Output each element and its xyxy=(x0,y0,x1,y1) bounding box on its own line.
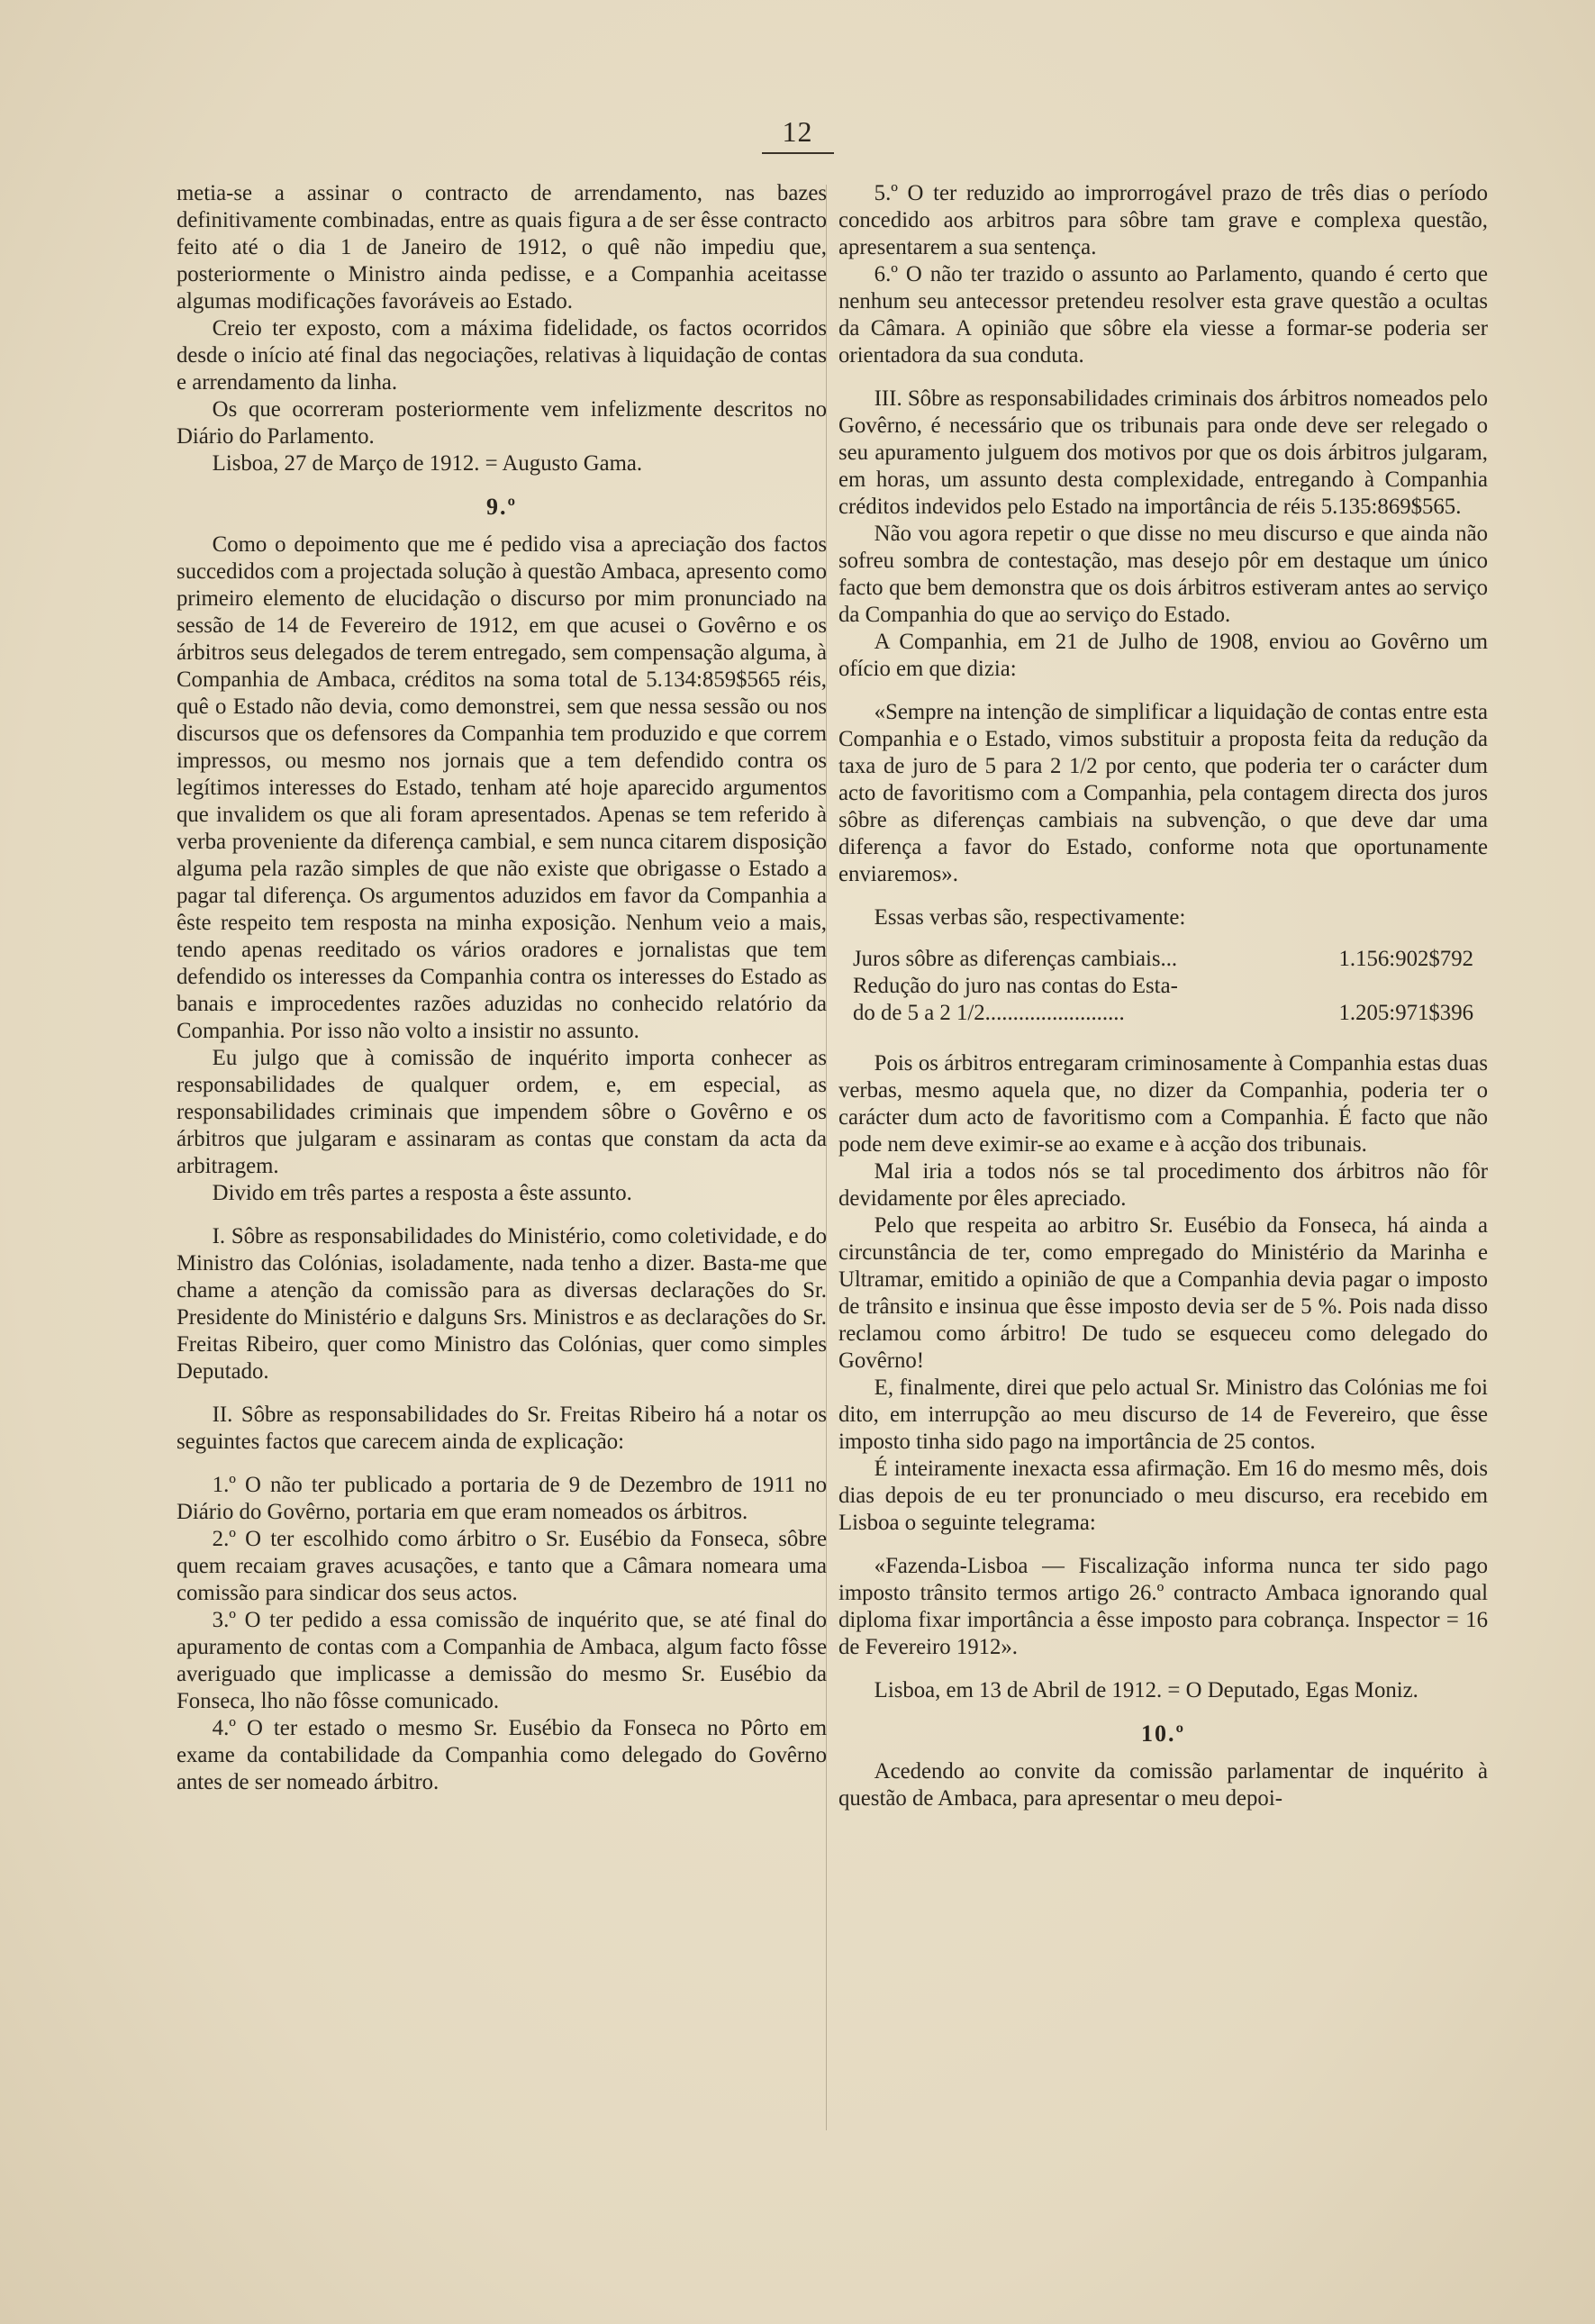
paragraph: metia-se a assinar o contracto de arrendamento, nas bazes definitivamente combinadas, entre as quais figura a de ser êsse contracto feito até o dia 1 de Janeiro de 1912, o quê não impediu que, posteriormente o Ministro ainda pedisse, e a Companhia aceitasse algumas modificações favoráveis ao Estado. xyxy=(177,181,827,313)
paragraph: II. Sôbre as responsabilidades do Sr. Freitas Ribeiro há a notar os seguintes factos que carecem ainda de explicação: xyxy=(177,1403,827,1454)
list-item: 2.º O ter escolhido como árbitro o Sr. Eusébio da Fonseca, sôbre quem recaiam graves acusações, e tanto que a Câmara nomeara uma comissão para sindicar dos seus actos. xyxy=(177,1527,827,1605)
list-item: 3.º O ter pedido a essa comissão de inquérito que, se até final do apuramento de contas com a Companhia de Ambaca, algum facto fôsse averiguado que implicasse a demissão do mesmo Sr. Eusébio da Fonseca, lho não fôsse comunicado. xyxy=(177,1608,827,1713)
ledger-row xyxy=(838,946,1488,973)
paragraph: Eu julgo que à comissão de inquérito importa conhecer as responsabilidades de qualquer ordem, e, em especial, as responsabilidades criminais que impendem sôbre o Govêrno e os árbitros que julgaram e assinaram as contas que constam da acta da arbitragem. xyxy=(177,1046,827,1178)
paragraph: Acedendo ao convite da comissão parlamentar de inquérito à questão de Ambaca, para apresentar o meu depoi- xyxy=(838,1759,1488,1811)
page-number: 12 xyxy=(0,115,1595,154)
paragraph: E, finalmente, direi que pelo actual Sr. Ministro das Colónias me foi dito, em interrupção ao meu discurso de 14 de Fevereiro, que êsse imposto tinha sido pago na importância de 25 contos. xyxy=(838,1375,1488,1454)
paragraph: Essas verbas são, respectivamente: xyxy=(874,905,1186,930)
paragraph: É inteiramente inexacta essa afirmação. Em 16 do mesmo mês, dois dias depois de eu ter pronunciado o meu discurso, era recebido em Lisboa o seguinte telegrama: xyxy=(838,1457,1488,1535)
ledger-label: Juros sôbre as diferenças cambiais... xyxy=(853,947,1178,971)
signature-line: Lisboa, em 13 de Abril de 1912. = O Deputado, Egas Moniz. xyxy=(874,1678,1418,1702)
telegram-quotation: «Fazenda-Lisboa — Fiscalização informa nunca ter sido pago imposto trânsito termos artigo 26.º contracto Ambaca ignorando qual diploma fixar importância a êsse imposto para cobrança. Inspector = 16 de Fevereiro 1912». xyxy=(838,1554,1488,1659)
paragraph: Mal iria a todos nós se tal procedimento dos árbitros não fôr devidamente por êles apreciado. xyxy=(838,1159,1488,1211)
paragraph: Divido em três partes a resposta a êste assunto. xyxy=(212,1181,632,1205)
list-item: 4.º O ter estado o mesmo Sr. Eusébio da Fonseca no Pôrto em exame da contabilidade da Companhia como delegado do Govêrno antes de ser nomeado árbitro. xyxy=(177,1716,827,1794)
ledger-value: 1.205:971$396 xyxy=(1338,1001,1473,1025)
paragraph: A Companhia, em 21 de Julho de 1908, enviou ao Govêrno um ofício em que dizia: xyxy=(838,630,1488,681)
ledger-label: Redução do juro nas contas do Esta- xyxy=(853,974,1178,998)
paragraph: Pois os árbitros entregaram criminosamente à Companhia estas duas verbas, mesmo aquela que, no dizer da Companhia, poderia ter o carácter dum acto de favoritismo com a Companhia. É facto que não pode nem deve eximir-se ao exame e à acção dos tribunais. xyxy=(838,1051,1488,1157)
ledger-label: do de 5 a 2 1/2......................... xyxy=(853,1001,1125,1025)
right-column xyxy=(838,180,1488,1812)
paragraph: Como o depoimento que me é pedido visa a apreciação dos factos succedidos com a projectada solução à questão Ambaca, apresento como primeiro elemento de elucidação o discurso por mim pronunciado na sessão de 14 de Fevereiro de 1912, em que acusei o Govêrno e os árbitros seus delegados de terem entregado, sem compensação alguma, à Companhia de Ambaca, créditos na soma total de 5.134:859$565 réis, quê o Estado não devia, como demonstrei, sem que nessa sessão ou nos discursos que os defensores da Companhia tem produzido e que correm impressos, ou mesmo nos jornais que a tem defendido contra os legítimos interesses do Estado, tenham até hoje aparecido argumentos que invalidem os que ali foram apresentados. Apenas se tem referido à verba proveniente da diferença cambial, e sem nunca citarem disposição alguma pela razão simples de que não existe que obrigasse o Estado a pagar tal diferença. Os argumentos aduzidos em favor da Companhia a êste respeito tem resposta na minha exposição. Nenhum veio a mais, tendo apenas reeditado os vários oradores e jornalistas que tem defendido os interesses da Companhia contra os interesses do Estado as banais e improcedentes razões aduzidas no conhecido relatório da Companhia. Por isso não volto a insistir no assunto. xyxy=(177,532,827,1043)
left-column xyxy=(177,180,827,1796)
signature-line: Lisboa, 27 de Março de 1912. = Augusto Gama. xyxy=(212,451,643,476)
paragraph: Pelo que respeita ao arbitro Sr. Eusébio da Fonseca, há ainda a circunstância de ter, como empregado do Ministério da Marinha e Ultramar, emitido a opinião de que a Companhia devia pagar o imposto de trânsito e insinua que êsse imposto devia ser de 5 %. Pois nada disso reclamou como árbitro! De tudo se esqueceu como delegado do Govêrno! xyxy=(838,1213,1488,1373)
ledger-table xyxy=(838,946,1488,1027)
paragraph: Os que ocorreram posteriormente vem infelizmente descritos no Diário do Parlamento. xyxy=(177,397,827,449)
paragraph: Creio ter exposto, com a máxima fidelidade, os factos ocorridos desde o início até final das negociações, relativas à liquidação de contas e arrendamento da linha. xyxy=(177,316,827,395)
quotation: «Sempre na intenção de simplificar a liquidação de contas entre esta Companhia e o Estado, vimos substituir a proposta feita da redução da taxa de juro de 5 para 2 1/2 por cento, que poderia ter o carácter dum acto de favoritismo com a Companhia, pela contagem directa dos juros sôbre as diferenças cambiais na subvenção, o que deve dar uma diferença a favor do Estado, conforme nota que oportunamente enviaremos». xyxy=(838,700,1488,886)
section-heading: 9.º xyxy=(485,494,518,520)
list-item: 1.º O não ter publicado a portaria de 9 de Dezembro de 1911 no Diário do Govêrno, portaria em que eram nomeados os árbitros. xyxy=(177,1473,827,1524)
list-item: 6.º O não ter trazido o assunto ao Parlamento, quando é certo que nenhum seu antecessor pretendeu resolver esta grave questão a ocultas da Câmara. A opinião que sôbre ela viesse a formar-se poderia ser orientadora da sua conduta. xyxy=(838,262,1488,368)
paragraph: Não vou agora repetir o que disse no meu discurso e que ainda não sofreu sombra de contestação, mas desejo pôr em destaque um único facto que bem demonstra que os dois árbitros estiveram antes ao serviço da Companhia do que ao serviço do Estado. xyxy=(838,522,1488,627)
paragraph: III. Sôbre as responsabilidades criminais dos árbitros nomeados pelo Govêrno, é necessário que os tribunais para onde deve ser relegado o seu apuramento julguem dos motivos por que os dois árbitros julgaram, em horas, um assunto desta complexidade, entregando à Companhia créditos indevidos pelo Estado na importância de réis 5.135:869$565. xyxy=(838,386,1488,519)
list-item: 5.º O ter reduzido ao improrrogável prazo de três dias o período concedido aos arbitros para sôbre tam grave e complexa questão, apresentarem a sua sentença. xyxy=(838,181,1488,259)
ledger-value: 1.156:902$792 xyxy=(1338,947,1473,971)
ledger-row xyxy=(838,973,1488,1000)
section-heading: 10.º xyxy=(1140,1720,1186,1747)
paragraph: I. Sôbre as responsabilidades do Ministério, como coletividade, e do Ministro das Colónias, isoladamente, nada tenho a dizer. Basta-me que chame a atenção da comissão para as diversas declarações do Sr. Presidente do Ministério e dalguns Srs. Ministros e as declarações do Sr. Freitas Ribeiro, quer como Ministro das Colónias, quer como simples Deputado. xyxy=(177,1224,827,1384)
ledger-row xyxy=(838,1000,1488,1027)
